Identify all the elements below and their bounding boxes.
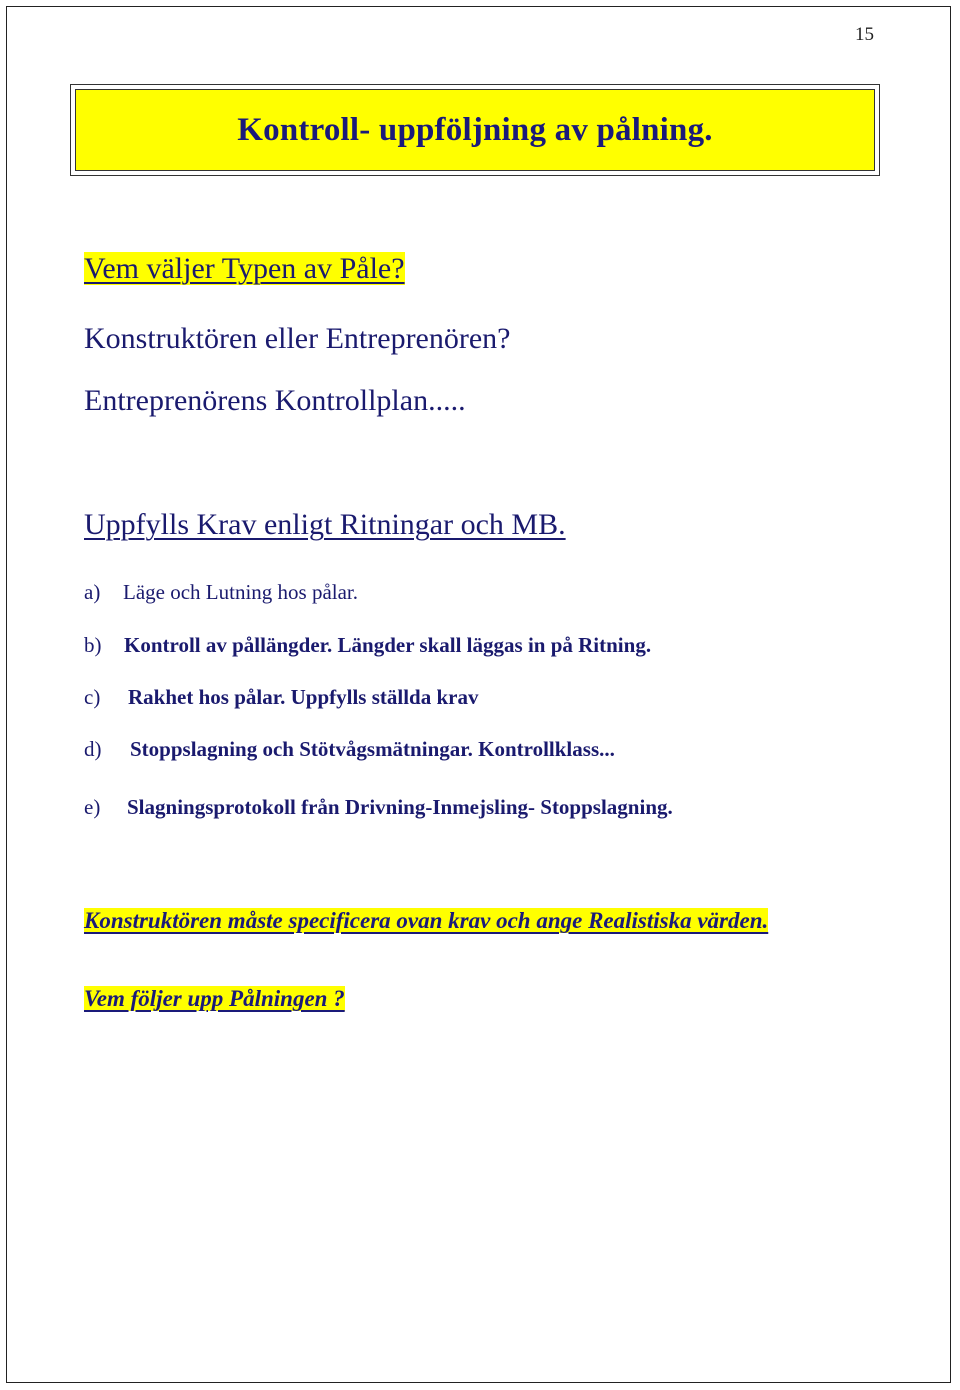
list-item-e: [84, 795, 673, 820]
designer-note-text: Konstruktören måste specificera ovan krav och ange Realistiska värden.: [84, 908, 769, 933]
list-marker: b): [84, 633, 102, 657]
list-item-text: Kontroll av pållängder. Längder skall läggas in på Ritning.: [124, 633, 652, 657]
list-item-text: Läge och Lutning hos pålar.: [123, 580, 359, 604]
page-number: 15: [855, 24, 874, 45]
page-title: Kontroll- uppföljning av pålning.: [237, 111, 713, 148]
list-item-text: Stoppslagning och Stötvågsmätningar. Kontrollklass...: [130, 737, 615, 761]
question-pile-type: [84, 252, 405, 286]
title-box: [70, 84, 880, 176]
question-follow-up: [84, 986, 345, 1012]
list-marker: e): [84, 795, 101, 819]
list-item-text: Rakhet hos pålar. Uppfylls ställda krav: [128, 685, 479, 709]
requirement-heading: [84, 508, 566, 542]
designer-note: [84, 908, 768, 934]
list-item-b: [84, 633, 652, 658]
list-item-c: [84, 685, 479, 710]
requirement-heading-text: Uppfylls Krav enligt Ritningar och MB.: [84, 508, 566, 541]
list-marker: c): [84, 685, 101, 709]
answer-line-2: Entreprenörens Kontrollplan.....: [84, 384, 466, 417]
list-item-text: Slagningsprotokoll från Drivning-Inmejsling- Stoppslagning.: [127, 795, 673, 819]
question-follow-up-text: Vem följer upp Pålningen ?: [84, 986, 345, 1011]
title-highlight: [75, 89, 875, 171]
answer-line-1: Konstruktören eller Entreprenören?: [84, 322, 511, 355]
list-item-a: [84, 580, 359, 605]
question-pile-type-text: Vem väljer Typen av Påle?: [84, 252, 405, 285]
list-marker: d): [84, 737, 102, 761]
list-item-d: [84, 737, 615, 762]
list-marker: a): [84, 580, 101, 604]
